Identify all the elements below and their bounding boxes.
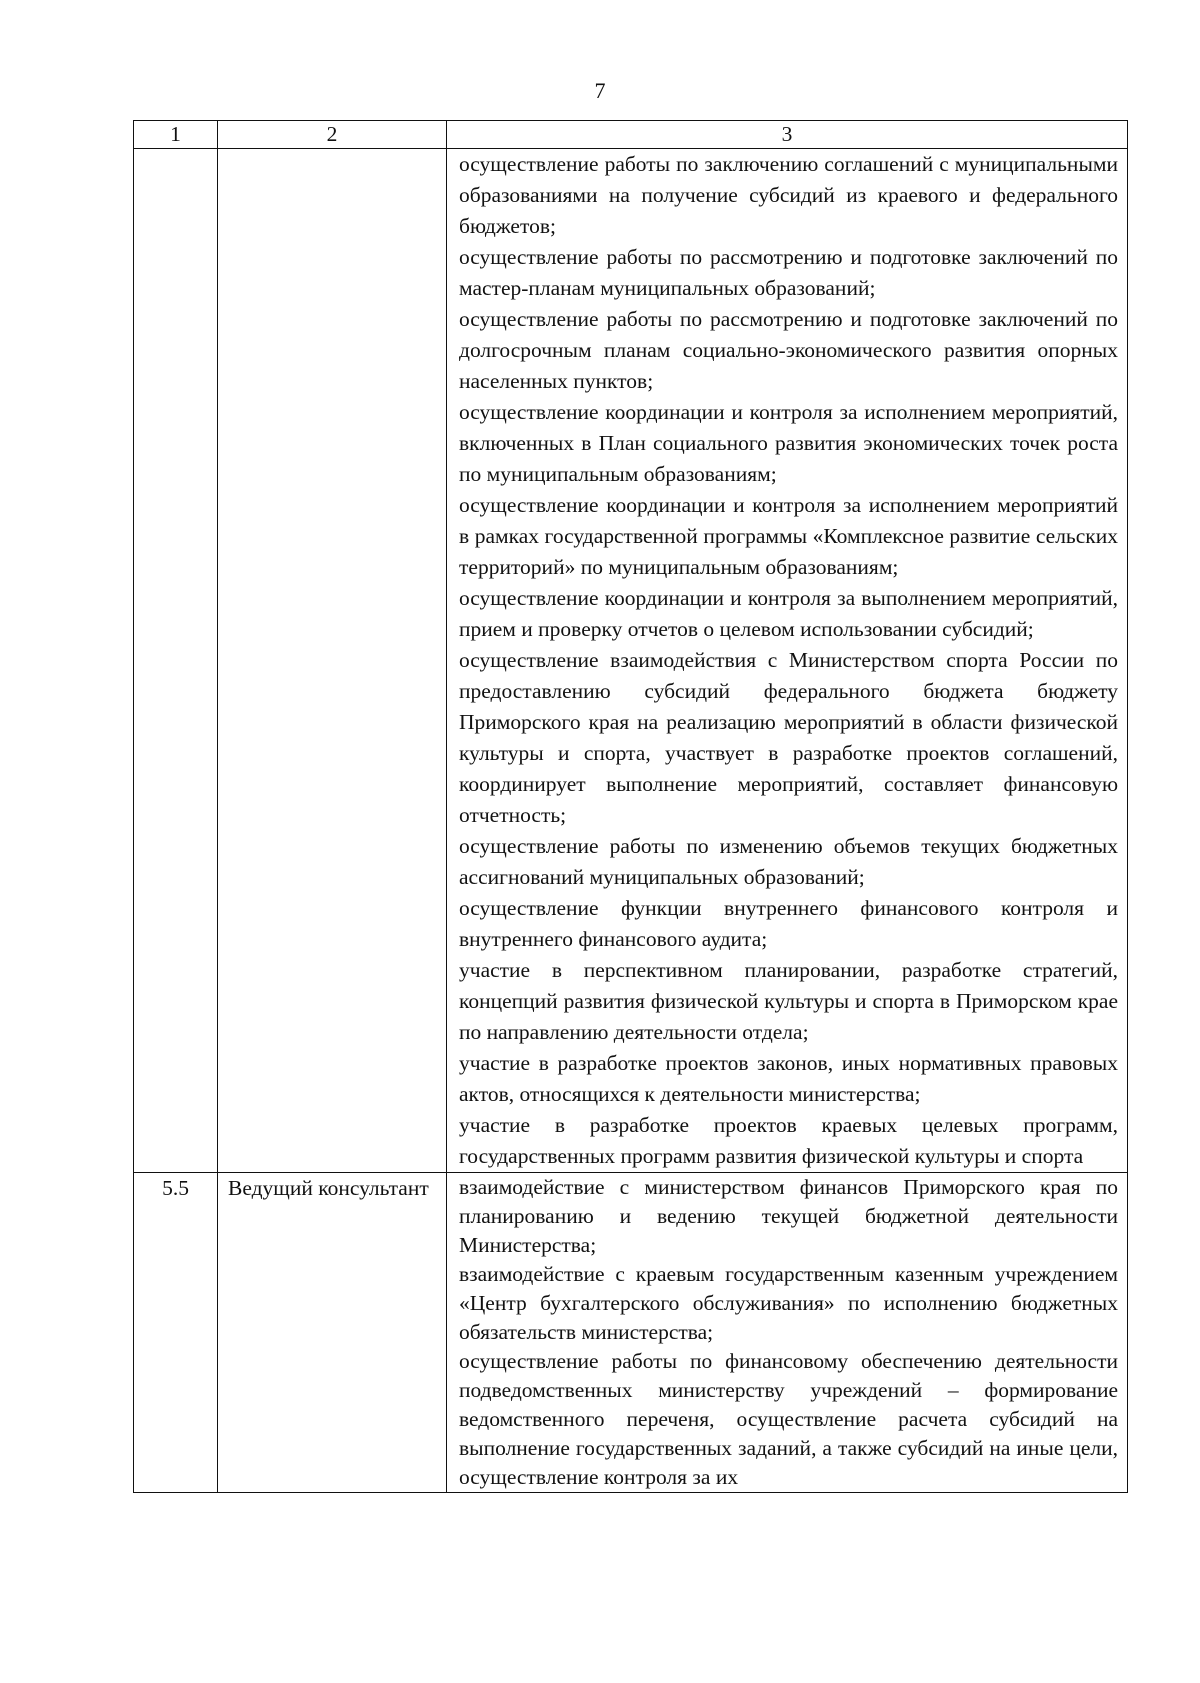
header-col-position: 2 — [218, 121, 447, 149]
duty-item: осуществление работы по заключению соглашений с муниципальными образованиями на получение субсидий из краевого и федерального бюджетов; — [459, 152, 1118, 238]
table-row — [134, 1173, 1128, 1493]
header-col-duties: 3 — [447, 121, 1128, 149]
duty-item: участие в перспективном планировании, разработке стратегий, концепций развития физической культуры и спорта в Приморском крае по направлению деятельности отдела; — [459, 958, 1118, 1044]
duty-item: осуществление работы по рассмотрению и подготовке заключений по долгосрочным планам социально-экономического развития опорных населенных пунктов; — [459, 307, 1118, 393]
duty-item: взаимодействие с краевым государственным казенным учреждением «Центр бухгалтерского обслуживания» по исполнению бюджетных обязательств министерства; — [459, 1262, 1118, 1344]
row-number-cell — [134, 149, 218, 1173]
table-header-row — [134, 121, 1128, 149]
duties-cell — [447, 1173, 1128, 1493]
duty-item: взаимодействие с министерством финансов Приморского края по планированию и ведению текущей бюджетной деятельности Министерства; — [459, 1175, 1118, 1257]
header-col-number: 1 — [134, 121, 218, 149]
position-cell — [218, 149, 447, 1173]
duty-item: осуществление работы по изменению объемов текущих бюджетных ассигнований муниципальных образований; — [459, 834, 1118, 889]
duty-item: осуществление работы по финансовому обеспечению деятельности подведомственных министерству учреждений – формирование ведомственного переченя, осуществление расчета субсидий на выполнение государственных заданий, а также субсидий на иные цели, осуществление контроля за их — [459, 1349, 1118, 1489]
position-cell: Ведущий консультант — [218, 1173, 447, 1493]
page-number: 7 — [594, 78, 606, 103]
duty-item: осуществление координации и контроля за исполнением мероприятий в рамках государственной программы «Комплексное развитие сельских территорий» по муниципальным образованиям; — [459, 493, 1118, 579]
duty-item: осуществление координации и контроля за выполнением мероприятий, прием и проверку отчетов о целевом использовании субсидий; — [459, 586, 1118, 641]
duty-item: участие в разработке проектов законов, иных нормативных правовых актов, относящихся к деятельности министерства; — [459, 1051, 1118, 1106]
duty-item: осуществление координации и контроля за исполнением мероприятий, включенных в План социального развития экономических точек роста по муниципальным образованиям; — [459, 400, 1118, 486]
duty-item: осуществление функции внутреннего финансового контроля и внутреннего финансового аудита; — [459, 896, 1118, 951]
row-number-cell: 5.5 — [134, 1173, 218, 1493]
duty-item: осуществление взаимодействия с Министерством спорта России по предоставлению субсидий федерального бюджета бюджету Приморского края на реализацию мероприятий в области физической культуры и спорта, участвует в разработке проектов соглашений, координирует выполнение мероприятий, составляет финансовую отчетность; — [459, 648, 1118, 827]
duties-cell — [447, 149, 1128, 1173]
duties-table — [133, 120, 1128, 1493]
duty-item: осуществление работы по рассмотрению и подготовке заключений по мастер-планам муниципальных образований; — [459, 245, 1118, 300]
duty-item: участие в разработке проектов краевых целевых программ, государственных программ развития физической культуры и спорта — [459, 1113, 1118, 1168]
table-row — [134, 149, 1128, 1173]
